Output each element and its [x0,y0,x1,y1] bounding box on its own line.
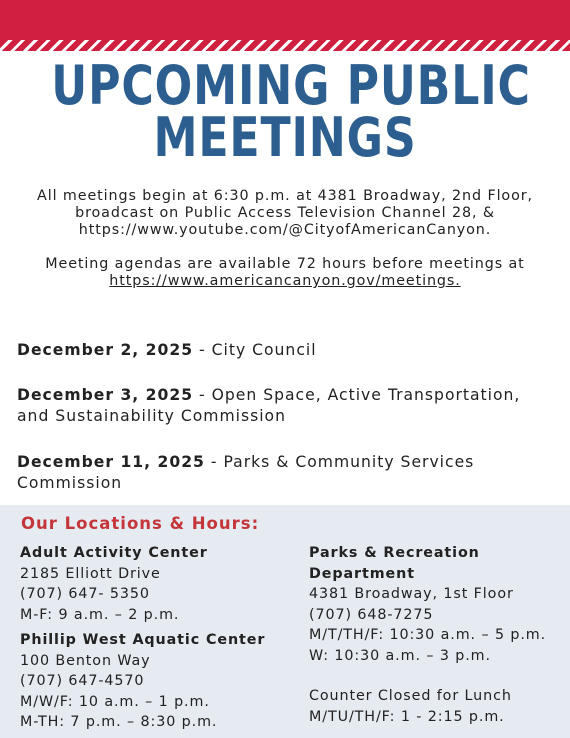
meeting-body-cont: and Sustainability Commission [17,407,286,425]
location-name: Adult Activity Center [20,545,208,561]
title-line-1: UPCOMING PUBLIC [51,54,531,117]
locations-panel [0,505,570,738]
lunch-hours: M/TU/TH/F: 1 - 2:15 p.m. [309,708,505,725]
meetings-link[interactable]: https://www.americancanyon.gov/meetings. [109,273,461,289]
intro-line-1: All meetings begin at 6:30 p.m. at 4381 Broadway, 2nd Floor, [37,188,533,204]
location-phone: (707) 648-7275 [309,606,434,623]
locations-heading: Our Locations & Hours: [21,514,260,533]
meeting-date: December 11, 2025 [17,453,205,471]
location-hours: M/T/TH/F: 10:30 a.m. – 5 p.m. [309,627,547,643]
striped-border [0,40,570,51]
meeting-item-3 [17,452,557,494]
location-address: 4381 Broadway, 1st Floor [309,586,514,602]
location-hours: M/W/F: 10 a.m. – 1 p.m. [20,693,210,710]
adult-activity-center [20,543,208,625]
location-address: 100 Benton Way [20,652,151,669]
meeting-date: December 3, 2025 [17,386,194,404]
meeting-item-2 [17,385,557,427]
location-address: 2185 Elliott Drive [20,565,161,582]
parks-recreation [309,543,546,727]
meeting-item-1 [17,340,557,361]
intro-line-2: broadcast on Public Access Television Channel 28, & [75,205,495,221]
location-name: Parks & Recreation [309,545,480,561]
meeting-body-cont: Commission [17,474,123,492]
header-band [0,0,570,40]
lunch-label: Counter Closed for Lunch [309,688,512,704]
intro-line-4: Meeting agendas are available 72 hours before meetings at [45,256,525,272]
page-title [51,54,531,169]
location-name-cont: Department [309,565,415,582]
title-line-2: MEETINGS [153,106,417,169]
location-phone: (707) 647-4570 [20,673,145,689]
intro-line-3: https://www.youtube.com/@CityofAmericanCanyon. [78,222,492,238]
meeting-body: - Open Space, Active Transportation, [193,386,521,404]
location-hours: M-F: 9 a.m. – 2 p.m. [20,606,180,623]
location-hours: M-TH: 7 p.m. – 8:30 p.m. [20,714,218,730]
location-hours: W: 10:30 a.m. – 3 p.m. [309,647,491,664]
location-phone: (707) 647- 5350 [20,586,150,602]
intro-text [0,188,570,290]
meeting-body: - City Council [193,341,317,359]
location-name: Phillip West Aquatic Center [20,632,266,648]
meeting-body: - Parks & Community Services [204,453,475,471]
aquatic-center [20,630,265,733]
meeting-date: December 2, 2025 [17,341,194,359]
